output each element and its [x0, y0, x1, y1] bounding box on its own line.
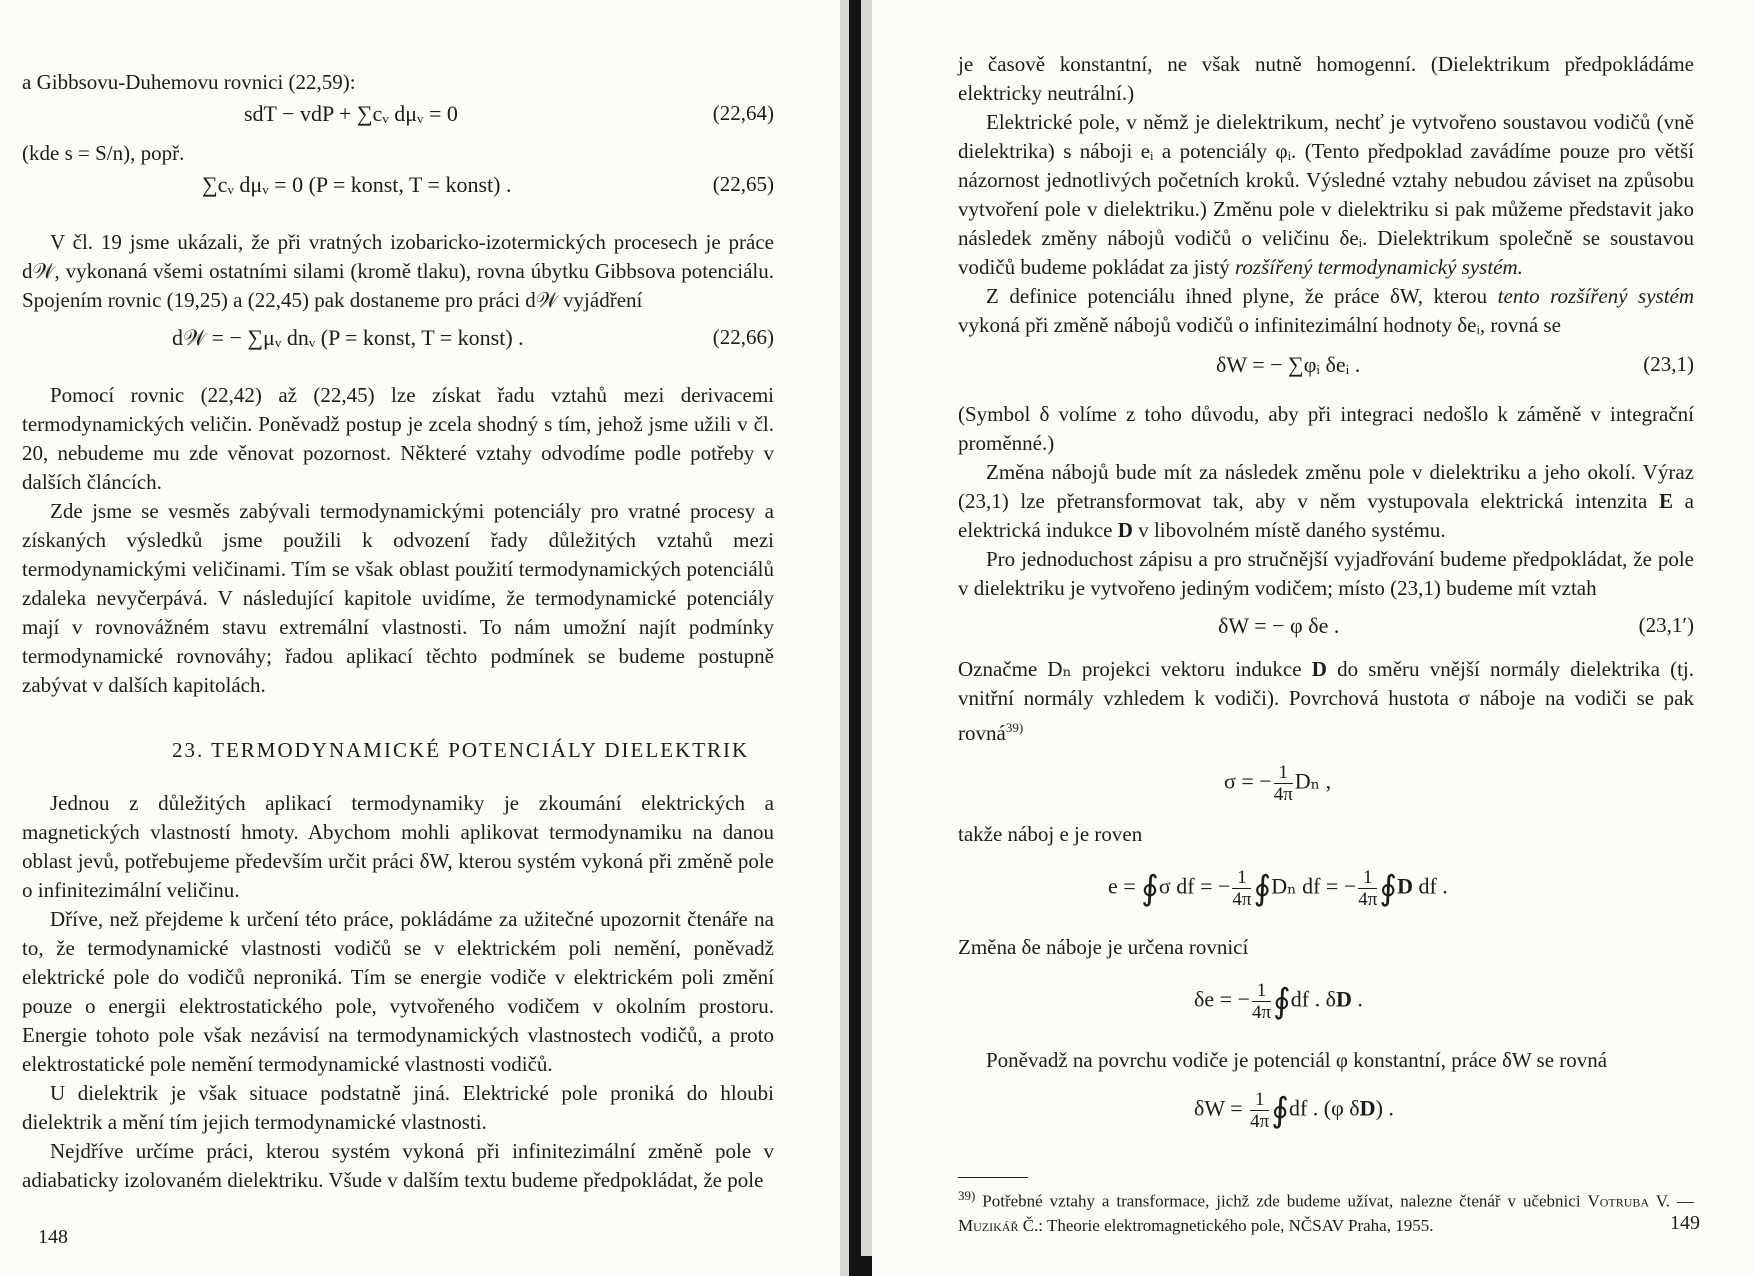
fraction: [1274, 762, 1293, 805]
equation-22-66: [22, 325, 774, 359]
paragraph: [958, 282, 1694, 340]
footnote: [958, 1184, 1694, 1238]
paragraph: takže náboj e je roven: [958, 822, 1143, 846]
text-run: Změna nábojů bude mít za následek změnu pole v dielektriku a jeho okolí. Výraz (23,1) lze přetransformovat tak, aby v něm vystupovala elektrická intenzita: [958, 460, 1694, 513]
contour-integral-icon: ∮: [1141, 868, 1159, 909]
text-run: vykoná při změně nábojů vodičů o infinitezimální hodnoty δeᵢ, rovná se: [958, 313, 1561, 337]
equation-number: (22,66): [712, 325, 774, 349]
footnote-source: Theorie elektromagnetického pole, NČSAV Praha, 1955.: [1046, 1215, 1434, 1235]
fraction: [1252, 980, 1271, 1023]
left-page: [0, 0, 840, 1276]
equation-part: ) .: [1375, 1095, 1394, 1121]
equation-23-1-prime: [958, 613, 1694, 647]
equation-part: df . (φ δ: [1288, 1095, 1360, 1121]
paragraph: V čl. 19 jsme ukázali, že při vratných izobaricko-izotermických procesech je práce d𝒲, vykonaná všemi ostatními silami (kromě tlaku), rovna úbytku Gibbsova potenciálu. Spojením rovnic (19,25) a (22,45) pak dostaneme pro práci d𝒲 vyjádření: [22, 230, 774, 312]
equation-part: e =: [1108, 873, 1142, 899]
paragraph: Dříve, než přejdeme k určení této práce, pokládáme za užitečné upozornit čtenáře na to, že termodynamické vlastnosti vodičů se v elektrickém poli nemění, poněvadž elektrické pole do vodičů neproniká. Tím se energie vodiče v elektrickém poli změní pouze o energii elektrostatického pole, vytvořeného vodičem v okolním prostoru. Energie tohoto pole však nezávisí na termodynamických vlastnostech vodičů, a proto elektrostatické pole nemění termodynamické vlastnosti vodičů.: [22, 907, 774, 1076]
contour-integral-icon: ∮: [1273, 981, 1291, 1022]
footnote-rule: [958, 1177, 1028, 1178]
equation-part: σ = −: [1224, 768, 1272, 794]
equation-number: (23,1): [1643, 352, 1694, 376]
equation-part: δW =: [1194, 1095, 1249, 1121]
equation-formula: sdT − vdP + ∑cᵥ dμᵥ = 0: [244, 101, 458, 126]
emphasis: tento rozšířený systém: [1497, 284, 1695, 308]
equation-part: σ df = −: [1158, 873, 1231, 899]
equation-part: Dₙ ,: [1294, 768, 1332, 794]
intro-line: a Gibbsovu-Duhemovu rovnici (22,59):: [22, 70, 356, 94]
text-run: v libovolném místě daného systému.: [1138, 518, 1446, 542]
equation-22-64: [22, 101, 774, 135]
equation-23-1: [958, 352, 1694, 386]
equation-formula: [1194, 980, 1363, 1023]
fraction-numerator: 1: [1274, 762, 1293, 784]
paragraph: Změna δe náboje je určena rovnicí: [958, 935, 1249, 959]
equation-number: (22,65): [712, 172, 774, 196]
symbol-D: D: [1359, 1095, 1376, 1121]
equation-charge: [958, 859, 1694, 929]
equation-number: (23,1′): [1638, 613, 1694, 637]
text-run: Elektrické pole, v němž je dielektrikum, nechť je vytvořeno soustavou vodičů (vně dielektrika) s náboji eᵢ a potenciály φᵢ. (Tento předpoklad zavádíme pouze pro větší názornost jednotlivých početních kroků. Výsledné vztahy nebudou záviset na způsobu vytvoření pole v dielektriku.) Změnu pole v dielektriku si pak můžeme představit jako následek změny nábojů vodičů o veličinu δeᵢ. Dielektrikum společně se soustavou vodičů budeme pokládat za jistý: [958, 110, 1694, 279]
equation-part: df . δ: [1290, 986, 1336, 1012]
fraction-numerator: 1: [1250, 1089, 1269, 1111]
contour-integral-icon: ∮: [1379, 868, 1398, 909]
paragraph: Poněvadž na povrchu vodiče je potenciál φ konstantní, práce δW se rovná: [986, 1048, 1608, 1072]
paragraph: Nejdříve určíme práci, kterou systém vykoná při infinitezimální změně pole v adiabaticky izolovaném dielektriku. Všude v dalším textu budeme předpokládat, že pole: [22, 1139, 774, 1192]
page-number: 149: [1670, 1212, 1700, 1234]
text-run: do směru vnější normály dielektrika (tj. vnitřní normály vzhledem k vodiči). Povrchová hustota σ náboje na vodiči se pak rovná: [958, 657, 1695, 745]
fraction-denominator: 4π: [1251, 1002, 1272, 1023]
paragraph: [958, 655, 1694, 748]
equation-formula: δW = − φ δe .: [1218, 613, 1340, 638]
footnote-authors: Votruba V. — Muzikář Č.:: [958, 1191, 1694, 1235]
paragraph: je časově konstantní, ne však nutně homogenní. (Dielektrikum předpokládáme elektricky neutrální.): [958, 52, 1694, 105]
equation-formula: [1108, 867, 1448, 910]
fraction-denominator: 4π: [1358, 889, 1378, 910]
equation-part: .: [1351, 986, 1363, 1012]
footnote-text: Potřebné vztahy a transformace, jichž zde budeme užívat, nalezne čtenář v učebnici: [982, 1191, 1581, 1211]
contour-integral-icon: ∮: [1253, 868, 1272, 909]
equation-22-65: [22, 172, 774, 206]
equation-charge-change: [958, 972, 1694, 1042]
paragraph: Pomocí rovnic (22,42) až (22,45) lze získat řadu vztahů mezi derivacemi termodynamických veličin. Poněvadž postup je zcela shodný s tím, jehož jsme užili v čl. 20, nebudeme mu zde věnovat pozornost. Některé vztahy odvodíme podle potřeby v dalších článcích.: [22, 383, 774, 494]
right-page: [872, 0, 1754, 1276]
paragraph: (Symbol δ volíme z toho důvodu, aby při integraci nedošlo k záměně v integrační proměnné.): [958, 402, 1694, 455]
equation-part: Dₙ df = −: [1271, 873, 1357, 899]
fraction-numerator: 1: [1358, 867, 1377, 889]
symbol-D: D: [1117, 518, 1133, 542]
paragraph: U dielektrik je však situace podstatně jiná. Elektrické pole proniká do hloubi dielektrik a mění tím jejich termodynamické vlastnosti.: [22, 1081, 774, 1134]
fraction: [1232, 867, 1251, 910]
equation-part: df .: [1412, 873, 1448, 899]
paragraph: Jednou z důležitých aplikací termodynamiky je zkoumání elektrických a magnetických vlastností hmoty. Abychom mohli aplikovat termodynamiku na danou oblast jevů, potřebujeme především určit práci δW, kterou systém vykoná při změně pole o infinitezimální veličinu.: [22, 791, 774, 902]
equation-formula: d𝒲 = − ∑μᵥ dnᵥ (P = konst, T = konst) .: [172, 325, 524, 350]
equation-number: (22,64): [712, 101, 774, 125]
fraction: [1250, 1089, 1269, 1132]
fraction-numerator: 1: [1232, 867, 1251, 889]
footnote-mark: 39): [958, 1188, 976, 1203]
paragraph: Pro jednoduchost zápisu a pro stručnější vyjadřování budeme předpokládat, že pole v dielektriku je vytvořeno jediným vodičem; místo (23,1) budeme mít vztah: [958, 547, 1694, 600]
page-number: 148: [38, 1226, 68, 1248]
paragraph: [958, 458, 1694, 545]
note-line: (kde s = S/n), popř.: [22, 141, 185, 165]
equation-sigma: [958, 754, 1694, 816]
fraction: [1358, 867, 1377, 910]
emphasis: rozšířený termodynamický systém.: [1235, 255, 1523, 279]
section-heading: 23. TERMODYNAMICKÉ POTENCIÁLY DIELEKTRIK: [172, 738, 750, 762]
equation-work: [958, 1085, 1694, 1155]
equation-formula: δW = − ∑φᵢ δeᵢ .: [1216, 352, 1361, 377]
text-run: a elektrická indukce: [958, 489, 1694, 542]
symbol-E: E: [1658, 489, 1673, 513]
text-run: Označme Dₙ projekci vektoru indukce: [958, 657, 1302, 681]
fraction-denominator: 4π: [1232, 889, 1252, 910]
fraction-denominator: 4π: [1273, 784, 1293, 805]
text-run: Z definice potenciálu ihned plyne, že práce δW, kterou: [986, 284, 1488, 308]
fraction-numerator: 1: [1252, 980, 1271, 1002]
paragraph: [958, 108, 1694, 282]
equation-formula: [1224, 762, 1331, 805]
symbol-D: D: [1397, 873, 1413, 899]
equation-part: δe = −: [1194, 986, 1250, 1012]
gutter-shadow: [849, 0, 861, 1276]
footnote-reference: 39): [1005, 720, 1024, 735]
equation-formula: ∑cᵥ dμᵥ = 0 (P = konst, T = konst) .: [202, 172, 512, 197]
symbol-D: D: [1335, 986, 1352, 1012]
symbol-D: D: [1311, 657, 1327, 681]
fraction-denominator: 4π: [1250, 1111, 1270, 1132]
equation-formula: [1194, 1089, 1394, 1132]
paragraph: Zde jsme se vesměs zabývali termodynamickými potenciály pro vratné procesy a získaných výsledků jsme použili k odvození řady důležitých vztahů mezi termodynamickými veličinami. Tím se však oblast použití termodynamických potenciálů zdaleka nevyčerpává. V následující kapitole uvidíme, že termodynamické potenciály mají v rovnovážném stavu extremální vlastnosti. To nám umožní najít podmínky termodynamické rovnováhy; řadou aplikací těchto podmínek se budeme postupně zabývat v dalších kapitolách.: [22, 499, 774, 697]
contour-integral-icon: ∮: [1271, 1090, 1289, 1131]
